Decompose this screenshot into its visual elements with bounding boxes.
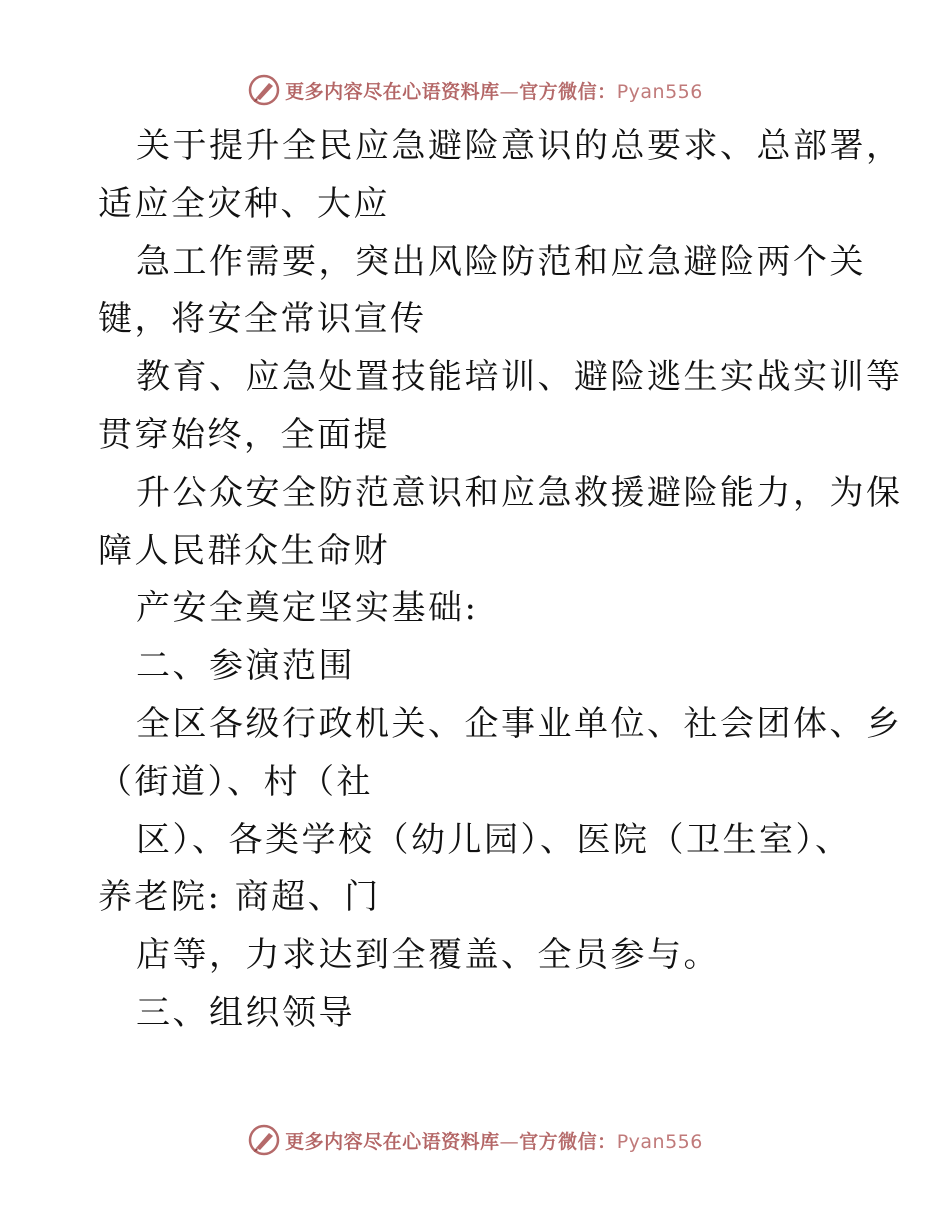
text-line: 急工作需要，突出风险防范和应急避险两个关: [136, 241, 866, 282]
text-line: 教育、应急处置技能培训、避险逃生实战实训等: [136, 357, 903, 398]
text-line: 区）、各类学校（幼儿园）、医院（卫生室）、: [136, 819, 852, 860]
text-line: 店等，力求达到全覆盖、全员参与。: [136, 935, 720, 976]
document-body: [98, 118, 903, 1043]
watermark-footer: [0, 1120, 950, 1160]
text-line: 关于提升全民应急避险意识的总要求、总部署，: [136, 126, 903, 166]
section-heading: 三、组织领导: [136, 992, 355, 1033]
section-heading: 二、参演范围: [136, 646, 355, 687]
text-line: 全区各级行政机关、企事业单位、社会团体、乡: [136, 703, 903, 744]
text-line: 产安全奠定坚实基础:: [136, 588, 479, 629]
text-line: 障人民群众生命财: [98, 530, 390, 571]
text-line: 键，将安全常识宣传: [98, 299, 427, 340]
quill-pen-logo-icon: [247, 73, 281, 107]
watermark-text: 更多内容尽在心语资料库—官方微信：Pyan556: [285, 1130, 703, 1153]
text-line: 升公众安全防范意识和应急救援避险能力，为保: [136, 472, 903, 513]
text-line: （街道）、村（社: [98, 761, 373, 802]
watermark-text: 更多内容尽在心语资料库—官方微信：Pyan556: [285, 80, 703, 103]
text-line: 适应全灾种、大应: [98, 183, 390, 224]
text-line: 贯穿始终，全面提: [98, 414, 390, 455]
quill-pen-logo-icon: [247, 1123, 281, 1157]
text-line: 养老院: 商超、门: [98, 877, 381, 918]
watermark-header: [0, 70, 950, 110]
